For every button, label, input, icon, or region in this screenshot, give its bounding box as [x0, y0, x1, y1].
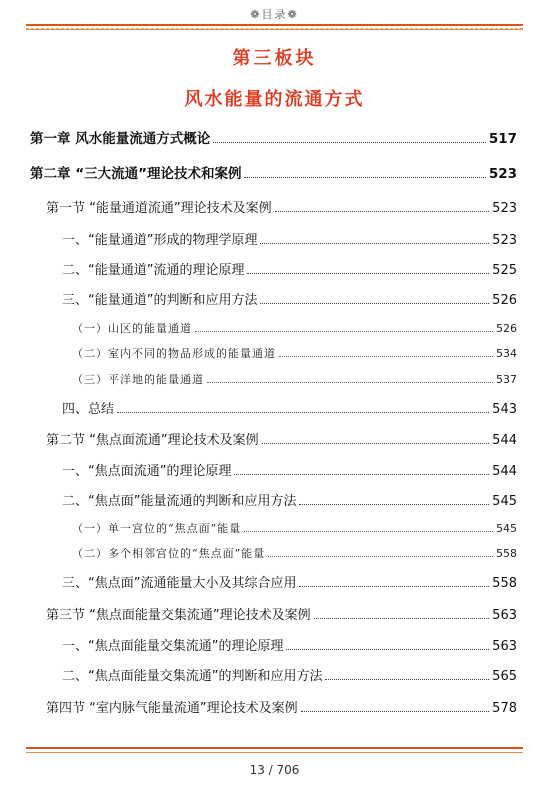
- toc-item[interactable]: [72, 371, 517, 387]
- toc-page-number: 558: [496, 547, 517, 560]
- toc-leader-dots: [234, 474, 489, 475]
- toc-section-2[interactable]: [46, 429, 517, 448]
- contents-header: ❁目录❁: [250, 8, 299, 21]
- toc-page-number: 523: [492, 233, 517, 248]
- top-divider: [26, 24, 523, 30]
- toc-page-number: 534: [496, 347, 517, 360]
- toc-entry-title: 二、“焦点面能量交集流通”的判断和应用方法: [62, 669, 323, 684]
- toc-page-number: 537: [496, 373, 517, 386]
- toc-leader-dots: [299, 504, 489, 505]
- toc-leader-dots: [325, 679, 489, 680]
- toc-leader-dots: [262, 443, 490, 444]
- toc-item[interactable]: [72, 320, 517, 336]
- toc-page-number: 563: [492, 608, 517, 623]
- toc-item[interactable]: [72, 345, 517, 361]
- toc-section-3[interactable]: [46, 604, 517, 623]
- toc-entry-title: 一、“能量通道”形成的物理学原理: [62, 233, 258, 248]
- toc-page-number: 545: [496, 522, 517, 535]
- toc-leader-dots: [244, 177, 485, 178]
- toc-section-1[interactable]: [46, 197, 517, 216]
- toc-leader-dots: [301, 711, 490, 712]
- toc-item[interactable]: [72, 545, 517, 561]
- toc-leader-dots: [279, 356, 493, 357]
- toc-leader-dots: [213, 142, 486, 143]
- toc-page-number: 523: [488, 166, 517, 182]
- toc-chapter-2[interactable]: [30, 162, 517, 182]
- toc-page-number: 526: [492, 293, 517, 308]
- toc-subsection[interactable]: [62, 460, 517, 479]
- toc-subsection[interactable]: [62, 398, 517, 417]
- toc-leader-dots: [195, 331, 493, 332]
- toc-entry-title: 二、“焦点面”能量流通的判断和应用方法: [62, 494, 297, 509]
- toc-page-number: 523: [492, 201, 517, 216]
- toc-leader-dots: [275, 211, 490, 212]
- toc-chapter-1[interactable]: [30, 127, 517, 147]
- toc-entry-title: （二）多个相邻宫位的“焦点面”能量: [72, 547, 266, 560]
- toc-subsection[interactable]: [62, 635, 517, 654]
- page-indicator: 13 / 706: [249, 763, 300, 777]
- toc-entry-title: 四、总结: [62, 402, 115, 417]
- toc-entry-title: 三、“焦点面”流通能量大小及其综合应用: [62, 576, 297, 591]
- block-title: 第三板块: [232, 48, 317, 69]
- toc-leader-dots: [207, 382, 493, 383]
- toc-page-number: 525: [492, 263, 517, 278]
- toc-entry-title: （三）平洋地的能量通道: [72, 373, 204, 386]
- toc-entry-title: 一、“焦点面能量交集流通”的理论原理: [62, 639, 284, 654]
- toc-leader-dots: [314, 618, 490, 619]
- bottom-divider: [26, 747, 523, 753]
- toc-page-number: 544: [492, 464, 517, 479]
- toc-subsection[interactable]: [62, 490, 517, 509]
- toc-page-number: 558: [492, 576, 517, 591]
- toc-entry-title: 第三节 “焦点面能量交集流通”理论技术及案例: [46, 608, 311, 623]
- toc-entry-title: 二、“能量通道”流通的理论原理: [62, 263, 245, 278]
- toc-subsection[interactable]: [62, 289, 517, 308]
- toc-subsection[interactable]: [62, 229, 517, 248]
- toc-subsection[interactable]: [62, 665, 517, 684]
- toc-entry-title: （二）室内不同的物品形成的能量通道: [72, 347, 276, 360]
- toc-leader-dots: [247, 273, 489, 274]
- toc-page-number: 517: [488, 131, 517, 147]
- toc-leader-dots: [268, 556, 493, 557]
- toc-entry-title: 第二节 “焦点面流通”理论技术及案例: [46, 433, 259, 448]
- toc-leader-dots: [260, 303, 489, 304]
- toc-page-number: 544: [492, 433, 517, 448]
- toc-page-number: 563: [492, 639, 517, 654]
- toc-page-number: 565: [492, 669, 517, 684]
- toc-leader-dots: [299, 586, 489, 587]
- toc-entry-title: 第二章 “三大流通”理论技术和案例: [30, 166, 242, 182]
- toc-item[interactable]: [72, 520, 517, 536]
- toc-entry-title: 三、“能量通道”的判断和应用方法: [62, 293, 258, 308]
- toc-subsection[interactable]: [62, 259, 517, 278]
- toc-leader-dots: [260, 243, 489, 244]
- toc-page-number: 578: [492, 701, 517, 716]
- toc-leader-dots: [286, 649, 489, 650]
- toc-entry-title: （一）单一宫位的“焦点面”能量: [72, 522, 242, 535]
- toc-entry-title: 第一章 风水能量流通方式概论: [30, 131, 211, 147]
- toc-section-4[interactable]: [46, 697, 517, 716]
- toc-subsection[interactable]: [62, 572, 517, 591]
- toc-leader-dots: [117, 412, 489, 413]
- toc-leader-dots: [244, 531, 493, 532]
- toc-entry-title: 一、“焦点面流通”的理论原理: [62, 464, 232, 479]
- toc-entry-title: （一）山区的能量通道: [72, 322, 192, 335]
- block-subtitle: 风水能量的流通方式: [184, 89, 365, 110]
- toc-page-number: 526: [496, 322, 517, 335]
- toc-entry-title: 第一节 “能量通道流通”理论技术及案例: [46, 201, 272, 216]
- toc-page-number: 545: [492, 494, 517, 509]
- toc-page-number: 543: [492, 402, 517, 417]
- toc-entry-title: 第四节 “室内脉气能量流通”理论技术及案例: [46, 701, 298, 716]
